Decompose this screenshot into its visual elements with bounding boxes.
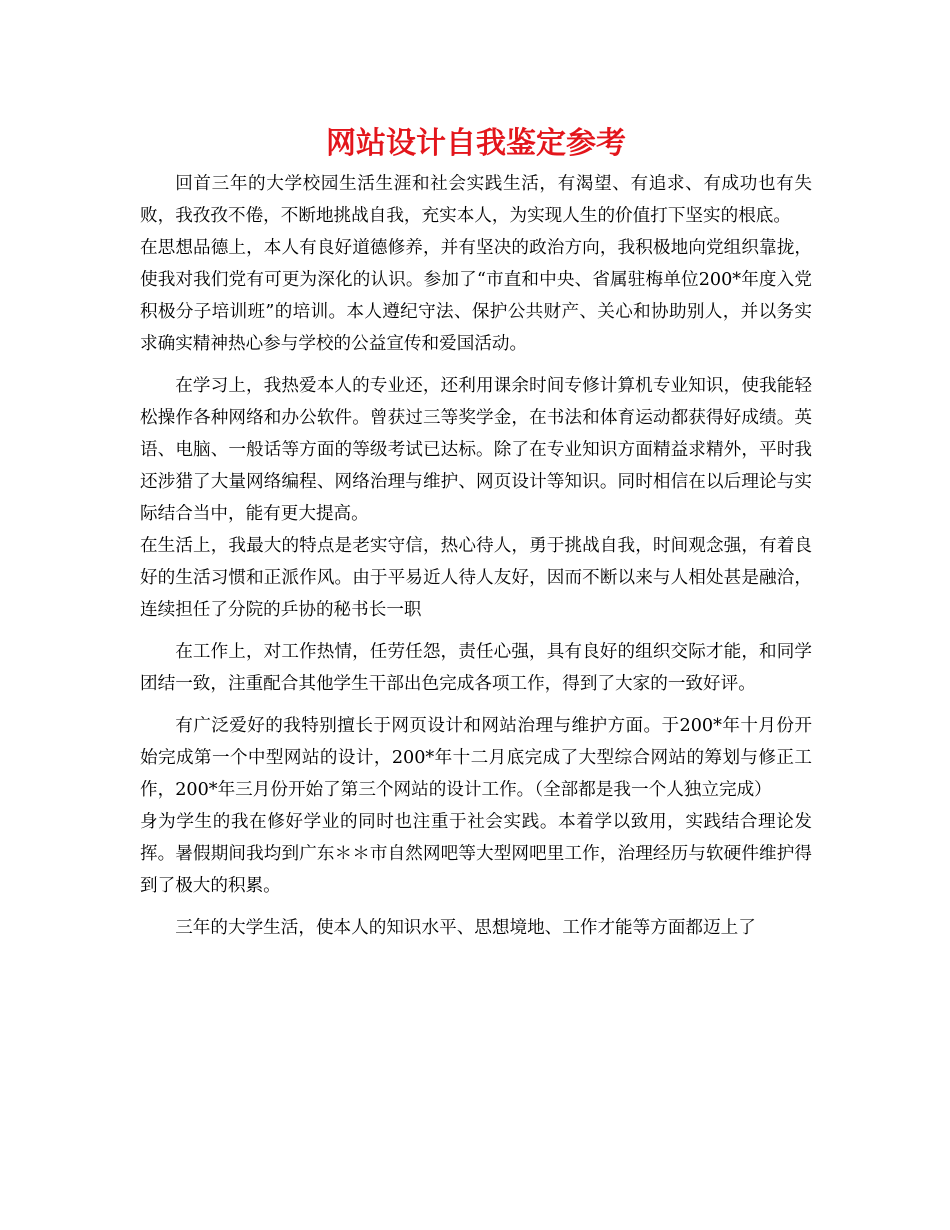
paragraph-7: 身为学生的我在修好学业的同时也注重于社会实践。本着学以致用，实践结合理论发挥。暑假期间我均到广东＊＊市自然网吧等大型网吧里工作，治理经历与软硬件维护得到了极大的积累。 xyxy=(140,812,812,896)
paragraph-2: 在思想品德上，本人有良好道德修养，并有坚决的政治方向，我积极地向党组织靠拢，使我对我们党有可更为深化的认识。参加了“市直和中央、省属驻梅单位200*年度入党积极分子培训班”的培训。本人遵纪守法、保护公共财产、关心和协助别人，并以务实求确实精神热心参与学校的公益宣传和爱国活动。 xyxy=(140,238,812,354)
paragraph-3: 在学习上，我热爱本人的专业还，还利用课余时间专修计算机专业知识，使我能轻松操作各种网络和办公软件。曾获过三等奖学金，在书法和体育运动都获得好成绩。英语、电脑、一般话等方面的等级考试已达标。除了在专业知识方面精益求精外，平时我还涉猎了大量网络编程、网络治理与维护、网页设计等知识。同时相信在以后理论与实际结合当中，能有更大提高。 xyxy=(140,376,812,524)
paragraph-4: 在生活上，我最大的特点是老实守信，热心待人，勇于挑战自我，时间观念强，有着良好的生活习惯和正派作风。由于平易近人待人友好，因而不断以来与人相处甚是融洽，连续担任了分院的乒协的秘书长一职 xyxy=(140,536,812,620)
document-body xyxy=(140,168,812,944)
document-title: 网站设计自我鉴定参考 xyxy=(326,126,626,161)
paragraph-8: 三年的大学生活，使本人的知识水平、思想境地、工作才能等方面都迈上了 xyxy=(175,918,756,938)
paragraph-6: 有广泛爱好的我特别擅长于网页设计和网站治理与维护方面。于200*年十月份开始完成第一个中型网站的设计，200*年十二月底完成了大型综合网站的筹划与修正工作，200*年三月份开始了第三个网站的设计工作。（全部都是我一个人独立完成） xyxy=(140,716,812,800)
paragraph-1: 回首三年的大学校园生活生涯和社会实践生活，有渴望、有追求、有成功也有失败，我孜孜不倦，不断地挑战自我，充实本人，为实现人生的价值打下坚实的根底。 xyxy=(140,174,812,226)
paragraph-5: 在工作上，对工作热情，任劳任怨，责任心强，具有良好的组织交际才能，和同学团结一致，注重配合其他学生干部出色完成各项工作，得到了大家的一致好评。 xyxy=(140,642,812,694)
